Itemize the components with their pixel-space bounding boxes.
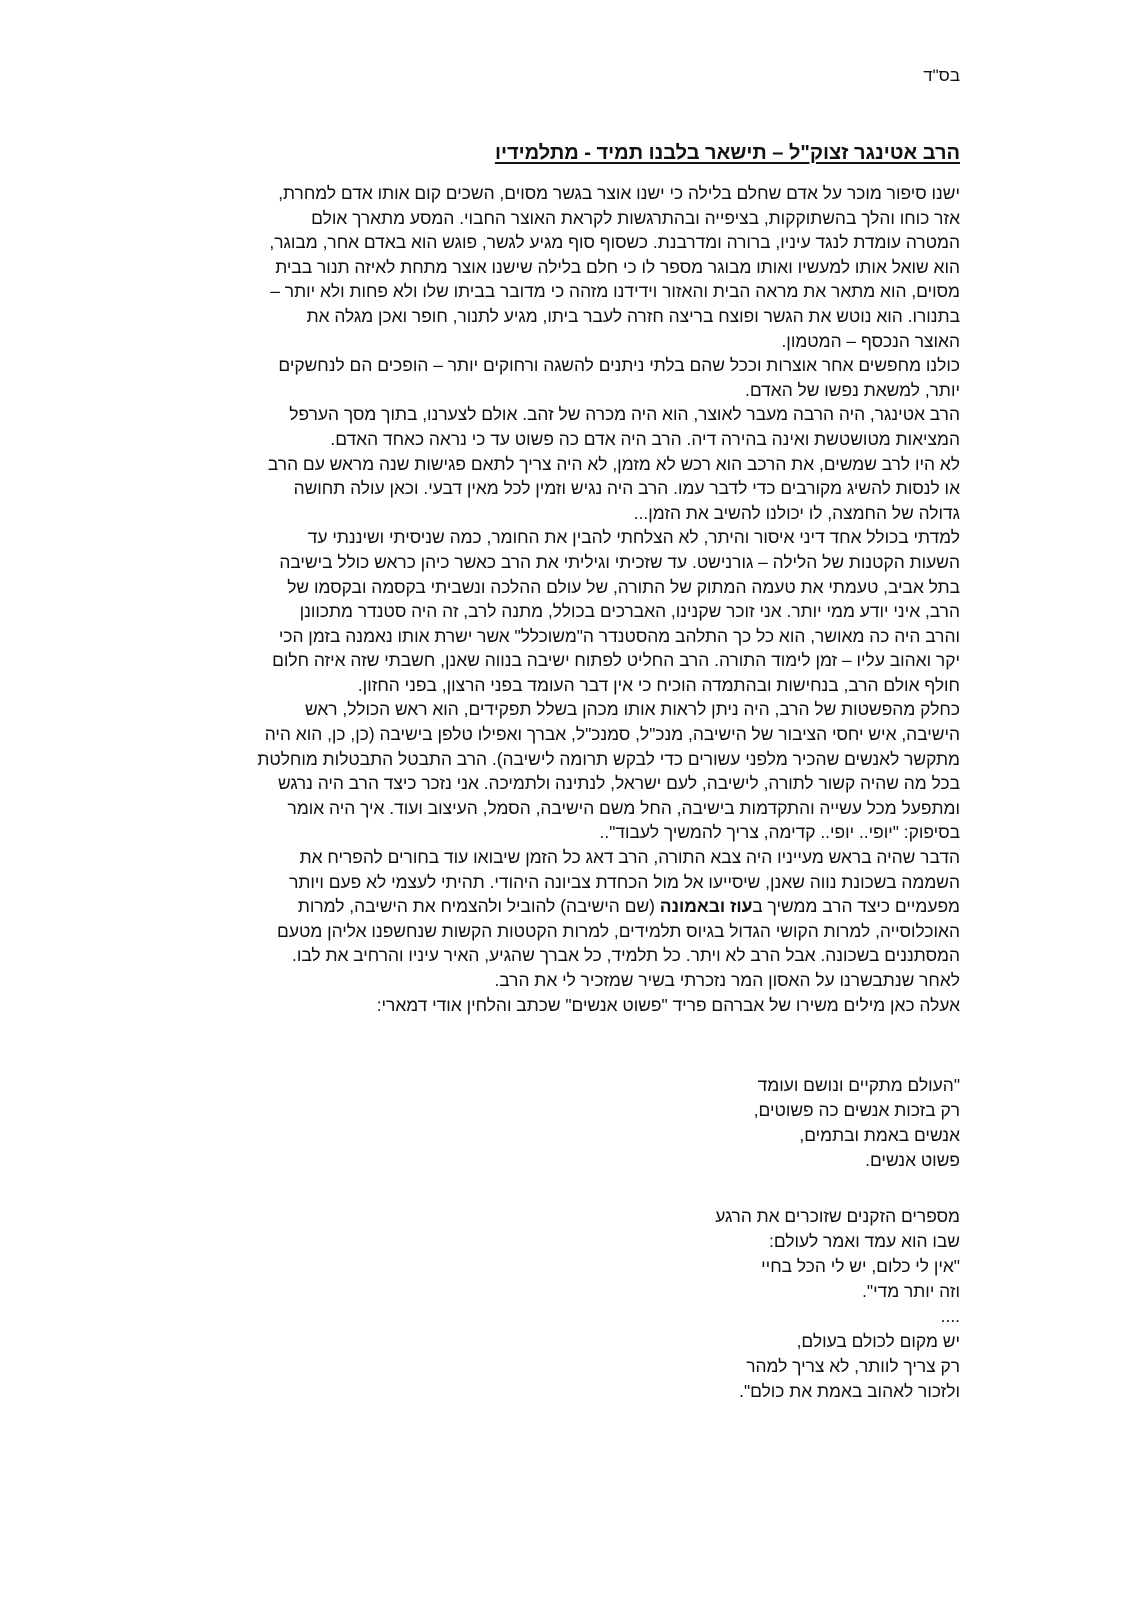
poem-line: אנשים באמת ובתמים, [799, 1125, 960, 1145]
body-line: ומתפעל מכל עשייה והתקדמות בישיבה, החל משם הישיבה, הסמל, העיצוב ועוד. איך היה אומר [287, 797, 960, 818]
poem-stanza-2 [560, 1204, 960, 1404]
body-line: השעות הקטנות של הלילה – גורנישט. עד שזכיתי וגיליתי את הרב כאשר כיהן כראש כולל בישיבה [279, 551, 960, 572]
body-line: המסתננים בשכונה. אבל הרב לא ויתר. כל תלמיד, כל אברך שהגיע, האיר עיניו והרחיב את לבו. [292, 945, 960, 966]
body-line: האוצר הנכסף – המטמון. [781, 330, 960, 351]
poem-line: ולזכור לאהוב באמת את כולם". [739, 1381, 960, 1401]
poem-line: .... [940, 1306, 960, 1326]
body-line: בתל אביב, טעמתי את טעמה המתוק של התורה, של עולם ההלכה ונשביתי בקסמה ובקסמו של [287, 576, 960, 597]
body-line: לא היו לרב שמשים, את הרכב הוא רכש לא מזמן, לא היה צריך לתאם פגישות שנה מראש עם הרב [267, 453, 960, 474]
body-line: חולף אולם הרב, בנחישות ובהתמדה הוכיח כי אין דבר העומד בפני הרצון, בפני החזון. [357, 674, 960, 695]
body-line: המציאות מטושטשת ואינה בהירה דיה. הרב היה אדם כה פשוט עד כי נראה כאחד האדם. [330, 428, 960, 449]
poem-line: וזה יותר מדי". [862, 1281, 960, 1301]
body-line: השממה בשכונת נווה שאנן, שיסייעו אל מול הכחדת צביונה היהודי. תהיתי לעצמי לא פעם ויותר [289, 871, 960, 892]
body-line: בתנורו. הוא נוטש את הגשר ופוצח בריצה חזרה לעבר ביתו, מגיע לתנור, חופר ואכן מגלה את [306, 305, 960, 326]
body-line: המטרה עומדת לנגד עיניו, ברורה ומדרבנת. כשסוף סוף מגיע לגשר, פוגש הוא באדם אחר, מבוגר, [269, 232, 960, 253]
body-line: הרב, איני יודע ממי יותר. אני זוכר שקנינו, האברכים בכולל, מתנה לרב, זה היה סטנדר מתכוונן [299, 601, 960, 622]
body-line: למדתי בכולל אחד דיני איסור והיתר, לא הצלחתי להבין את החומר, כמה שניסיתי ושיננתי עד [307, 527, 960, 548]
poem-line: יש מקום לכולם בעולם, [796, 1331, 960, 1351]
body-line: הישיבה, איש יחסי הציבור של הישיבה, מנכ"ל, סמנכ"ל, אברך ואפילו טלפן בישיבה (כן, כן, הוא היה [264, 724, 960, 745]
body-line: גדולה של החמצה, לו יכולנו להשיב את הזמן... [633, 502, 960, 523]
poem-stanza-1 [560, 1073, 960, 1173]
poem-line: "העולם מתקיים ונושם ועומד [757, 1075, 960, 1095]
body-line: לאחר שנתבשרנו על האסון המר נזכרתי בשיר שמזכיר לי את הרב. [494, 970, 960, 990]
body-line: יותר, למשאת נפשו של האדם. [745, 379, 960, 400]
body-line: הרב אטינגר, היה הרבה מעבר לאוצר, הוא היה מכרה של זהב. אולם לצערנו, בתוך מסך הערפל [289, 404, 960, 425]
poem-line: רק בזכות אנשים כה פשוטים, [753, 1100, 960, 1120]
poem-line: פשוט אנשים. [865, 1150, 960, 1170]
body-line: הדבר שהיה בראש מעייניו היה צבא התורה, הרב דאג כל הזמן שיבואו עוד בחורים להפריח את [299, 847, 960, 868]
body-line: והרב היה כה מאושר, הוא כל כך התלהב מהסטנדר ה"משוכלל" אשר ישרת אותו נאמנה בזמן הכי [278, 625, 960, 646]
yeshiva-name-bold: עוז ובאמונה [659, 896, 753, 917]
body-line-with-bold [175, 894, 960, 919]
page-title: הרב אטינגר זצוק"ל – תישאר בלבנו תמיד - מתלמידיו [494, 142, 960, 164]
body-line: אעלה כאן מילים משירו של אברהם פריד "פשוט אנשים" שכתב והלחין אודי דמארי: [376, 994, 960, 1015]
bold-line-after: (שם הישיבה) להוביל ולהצמיח את הישיבה, למרות [297, 896, 660, 917]
body-line: כחלק מהפשטות של הרב, היה ניתן לראות אותו מכהן בשלל תפקידים, הוא ראש הכולל, ראש [304, 699, 960, 720]
body-line: מסוים, הוא מתאר את מראה הבית והאזור וידידנו מזהה כי מדובר בביתו שלו ולא פחות ולא יותר – [270, 281, 960, 302]
body-line: בכל מה שהיה קשור לתורה, לישיבה, לעם ישראל, לנתינה ולתמיכה. אני נזכר כיצד הרב היה נרגש [278, 773, 960, 794]
poem-line: רק צריך לוותר, לא צריך למהר [746, 1356, 960, 1376]
bold-line-before: מפעמיים כיצד הרב ממשיך ב [752, 896, 960, 917]
bsd-header: בס"ד [923, 66, 960, 85]
body-line: הוא שואל אותו למעשיו ואותו מבוגר מספר לו כי חלם בלילה שישנו אוצר מתחת לאיזה תנור בבית [275, 256, 960, 277]
body-line: מתקשר לאנשים שהכיר מלפני עשורים כדי לבקש תרומה לישיבה). הרב התבטל התבטלות מוחלטת [257, 748, 960, 769]
poem-line: "אין לי כלום, יש לי הכל בחיי [761, 1256, 960, 1276]
body-line: יקר ואהוב עליו – זמן לימוד התורה. הרב החליט לפתוח ישיבה בנווה שאנן, חשבתי שזה איזה חלום [272, 650, 960, 671]
body-line: כולנו מחפשים אחר אוצרות וככל שהם בלתי ניתנים להשגה ורחוקים יותר – הופכים הם לנחשקים [278, 355, 960, 376]
poem-line: שבו הוא עמד ואמר לעולם: [769, 1231, 960, 1251]
body-line: ישנו סיפור מוכר על אדם שחלם בלילה כי ישנו אוצר בגשר מסוים, השכים קום אותו אדם למחרת, [278, 183, 960, 203]
poem-line: מספרים הזקנים שזוכרים את הרגע [715, 1206, 960, 1226]
article-body [175, 181, 960, 1017]
body-line: האוכלוסייה, למרות הקושי הגדול בגיוס תלמידים, למרות הקטטות הקשות שנחשפנו אליהן מטעם [277, 920, 960, 941]
body-line: או לנסות להשיג מקורבים כדי לדבר עמו. הרב היה נגיש וזמין לכל מאין דבעי. וכאן עולה תחושה [293, 478, 960, 499]
body-line: אזר כוחו והלך בהשתוקקות, בציפייה ובהתרגשות לקראת האוצר החבוי. המסע מתארך אולם [311, 207, 960, 228]
body-line: בסיפוק: "יופי.. יופי.. קדימה, צריך להמשיך לעבוד".. [599, 822, 960, 843]
